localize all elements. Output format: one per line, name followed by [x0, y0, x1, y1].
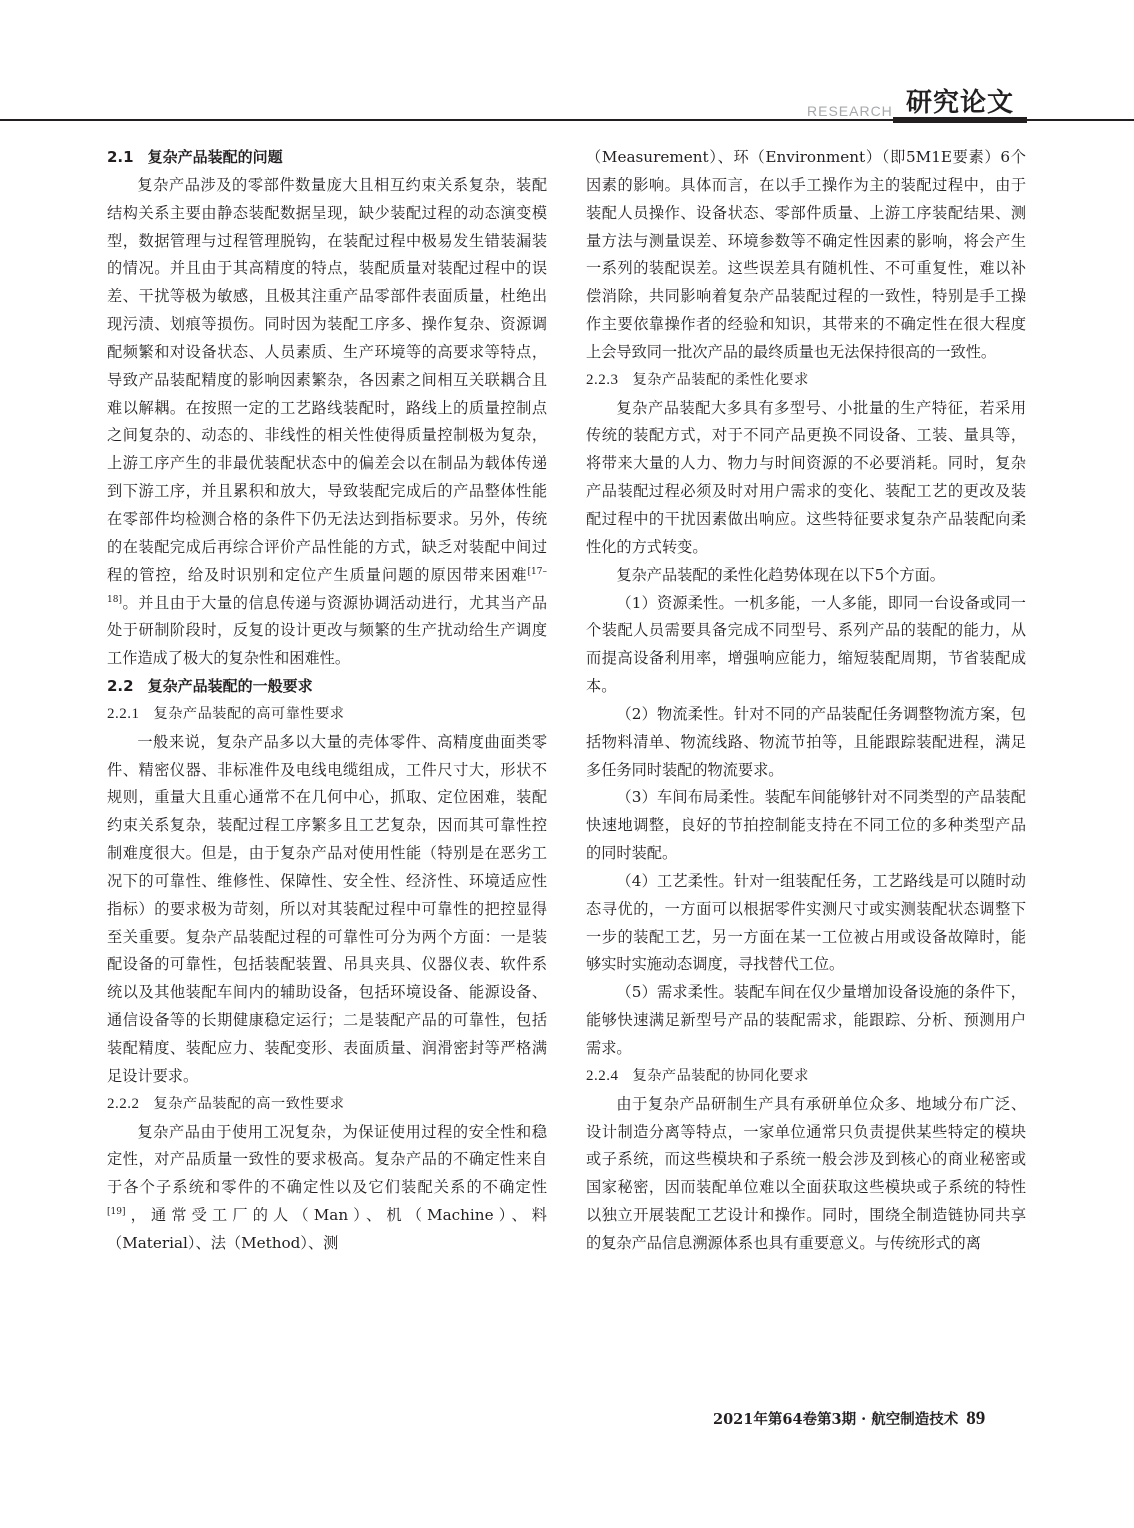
heading-2-2-4: 2.2.4 复杂产品装配的协同化要求: [586, 1067, 809, 1084]
heading-2-2: 2.2 复杂产品装配的一般要求: [107, 677, 313, 696]
page-footer: [713, 1408, 985, 1430]
section-label-zh: 研究论文: [906, 88, 1015, 118]
journal-info: 2021年第64卷第3期 · 航空制造技术: [713, 1411, 959, 1428]
paragraph-flex-3: （3）车间布局柔性。装配车间能够针对不同类型的产品装配快速地调整，良好的节拍控制能支持在不同工位的多种类型产品的同时装配。: [586, 788, 1026, 863]
citation: [19]: [107, 1207, 126, 1218]
heading-2-2-1: 2.2.1 复杂产品装配的高可靠性要求: [107, 705, 345, 722]
heading-2-2-3: 2.2.3 复杂产品装配的柔性化要求: [586, 371, 809, 388]
paragraph-2-1: 复杂产品涉及的零部件数量庞大且相互约束关系复杂，装配结构关系主要由静态装配数据呈现，缺少装配过程的动态演变模型，数据管理与过程管理脱钩，在装配过程中极易发生错装漏装的情况。并且由于其高精度的特点，装配质量对装配过程中的误差、干扰等极为敏感，且极其注重产品零部件表面质量，杜绝出现污渍、划痕等损伤。同时因为装配工序多、操作复杂、资源调配频繁和对设备状态、人员素质、生产环境等的高要求等特点，导致产品装配精度的影响因素繁杂，各因素之间相互关联耦合且难以解耦。在按照一定的工艺路线装配时，路线上的质量控制点之间复杂的、动态的、非线性的相关性使得质量控制极为复杂，上游工序产生的非最优装配状态中的偏差会以在制品为载体传递到下游工序，并且累积和放大，导致装配完成后的产品整体性能在零部件均检测合格的条件下仍无法达到指标要求。另外，传统的在装配完成后再综合评价产品性能的方式，缺乏对装配中间过程的管控，给及时识别和定位产生质量问题的原因带来困难[17–18]。并且由于大量的信息传递与资源协调活动进行，尤其当产品处于研制阶段时，反复的设计更改与频繁的生产扰动给生产调度工作造成了极大的复杂性和困难性。: [107, 175, 547, 668]
paragraph-flex-intro: 复杂产品装配的柔性化趋势体现在以下5个方面。: [616, 565, 945, 584]
left-column: [107, 144, 547, 1258]
heading-2-2-2: 2.2.2 复杂产品装配的高一致性要求: [107, 1095, 345, 1112]
right-column: [586, 144, 1026, 1258]
paragraph-flex-2: （2）物流柔性。针对不同的产品装配任务调整物流方案，包括物料清单、物流线路、物流节拍等，且能跟踪装配进程，满足多任务同时装配的物流要求。: [586, 704, 1026, 779]
paragraph-2-2-2-cont: （Measurement）、环（Environment）（即5M1E要素）6个因素的影响。具体而言，在以手工操作为主的装配过程中，由于装配人员操作、设备状态、零部件质量、上游工序装配结果、测量方法与测量误差、环境参数等不确定性因素的影响，将会产生一系列的装配误差。这些误差具有随机性、不可重复性，难以补偿消除，共同影响着复杂产品装配过程的一致性，特别是手工操作主要依靠操作者的经验和知识，其带来的不确定性在很大程度上会导致同一批次产品的最终质量也无法保持很高的一致性。: [586, 148, 1026, 361]
heading-2-1: 2.1 复杂产品装配的问题: [107, 148, 283, 166]
paragraph-2-2-2: 复杂产品由于使用工况复杂，为保证使用过程的安全性和稳定性，对产品质量一致性的要求极高。复杂产品的不确定性来自于各个子系统和零件的不确定性以及它们装配关系的不确定性[19]，通常受工厂的人（Man）、机（Machine）、料（Material）、法（Method）、测: [107, 1122, 547, 1252]
paragraph-flex-1: （1）资源柔性。一机多能，一人多能，即同一台设备或同一个装配人员需要具备完成不同型号、系列产品的装配的能力，从而提高设备利用率，增强响应能力，缩短装配周期，节省装配成本。: [586, 593, 1026, 696]
page-number: 89: [966, 1408, 986, 1429]
paragraph-2-2-4: 由于复杂产品研制生产具有承研单位众多、地域分布广泛、设计制造分离等特点，一家单位通常只负责提供某些特定的模块或子系统，而这些模块和子系统一般会涉及到核心的商业秘密或国家秘密，因而装配单位难以全面获取这些模块或子系统的特性以独立开展装配工艺设计和操作。同时，围绕全制造链协同共享的复杂产品信息溯源体系也具有重要意义。与传统形式的离: [586, 1094, 1026, 1252]
section-label-en: RESEARCH: [807, 103, 893, 119]
paragraph-flex-5: （5）需求柔性。装配车间在仅少量增加设备设施的条件下，能够快速满足新型号产品的装配需求，能跟踪、分析、预测用户需求。: [586, 983, 1026, 1057]
citation: [17–18]: [107, 566, 547, 605]
paragraph-2-2-1: 一般来说，复杂产品多以大量的壳体零件、高精度曲面类零件、精密仪器、非标准件及电线电缆组成，工件尺寸大，形状不规则，重量大且重心通常不在几何中心，抓取、定位困难，装配约束关系复杂，装配过程工序繁多且工艺复杂，因而其可靠性控制难度很大。但是，由于复杂产品对使用性能（特别是在恶劣工况下的可靠性、维修性、保障性、安全性、经济性、环境适应性指标）的要求极为苛刻，所以对其装配过程中可靠性的把控显得至关重要。复杂产品装配过程的可靠性可分为两个方面：一是装配设备的可靠性，包括装配装置、吊具夹具、仪器仪表、软件系统以及其他装配车间内的辅助设备，包括环境设备、能源设备、通信设备等的长期健康稳定运行；二是装配产品的可靠性，包括装配精度、装配应力、装配变形、表面质量、润滑密封等严格满足设计要求。: [107, 732, 547, 1085]
paragraph-flex-4: （4）工艺柔性。针对一组装配任务，工艺路线是可以随时动态寻优的，一方面可以根据零件实测尺寸或实测装配状态调整下一步的装配工艺，另一方面在某一工位被占用或设备故障时，能够实时实施动态调度，寻找替代工位。: [586, 871, 1026, 974]
paragraph-2-2-3: 复杂产品装配大多具有多型号、小批量的生产特征，若采用传统的装配方式，对于不同产品更换不同设备、工装、量具等，将带来大量的人力、物力与时间资源的不必要消耗。同时，复杂产品装配过程必须及时对用户需求的变化、装配工艺的更改及装配过程中的干扰因素做出响应。这些特征要求复杂产品装配向柔性化的方式转变。: [586, 398, 1026, 556]
